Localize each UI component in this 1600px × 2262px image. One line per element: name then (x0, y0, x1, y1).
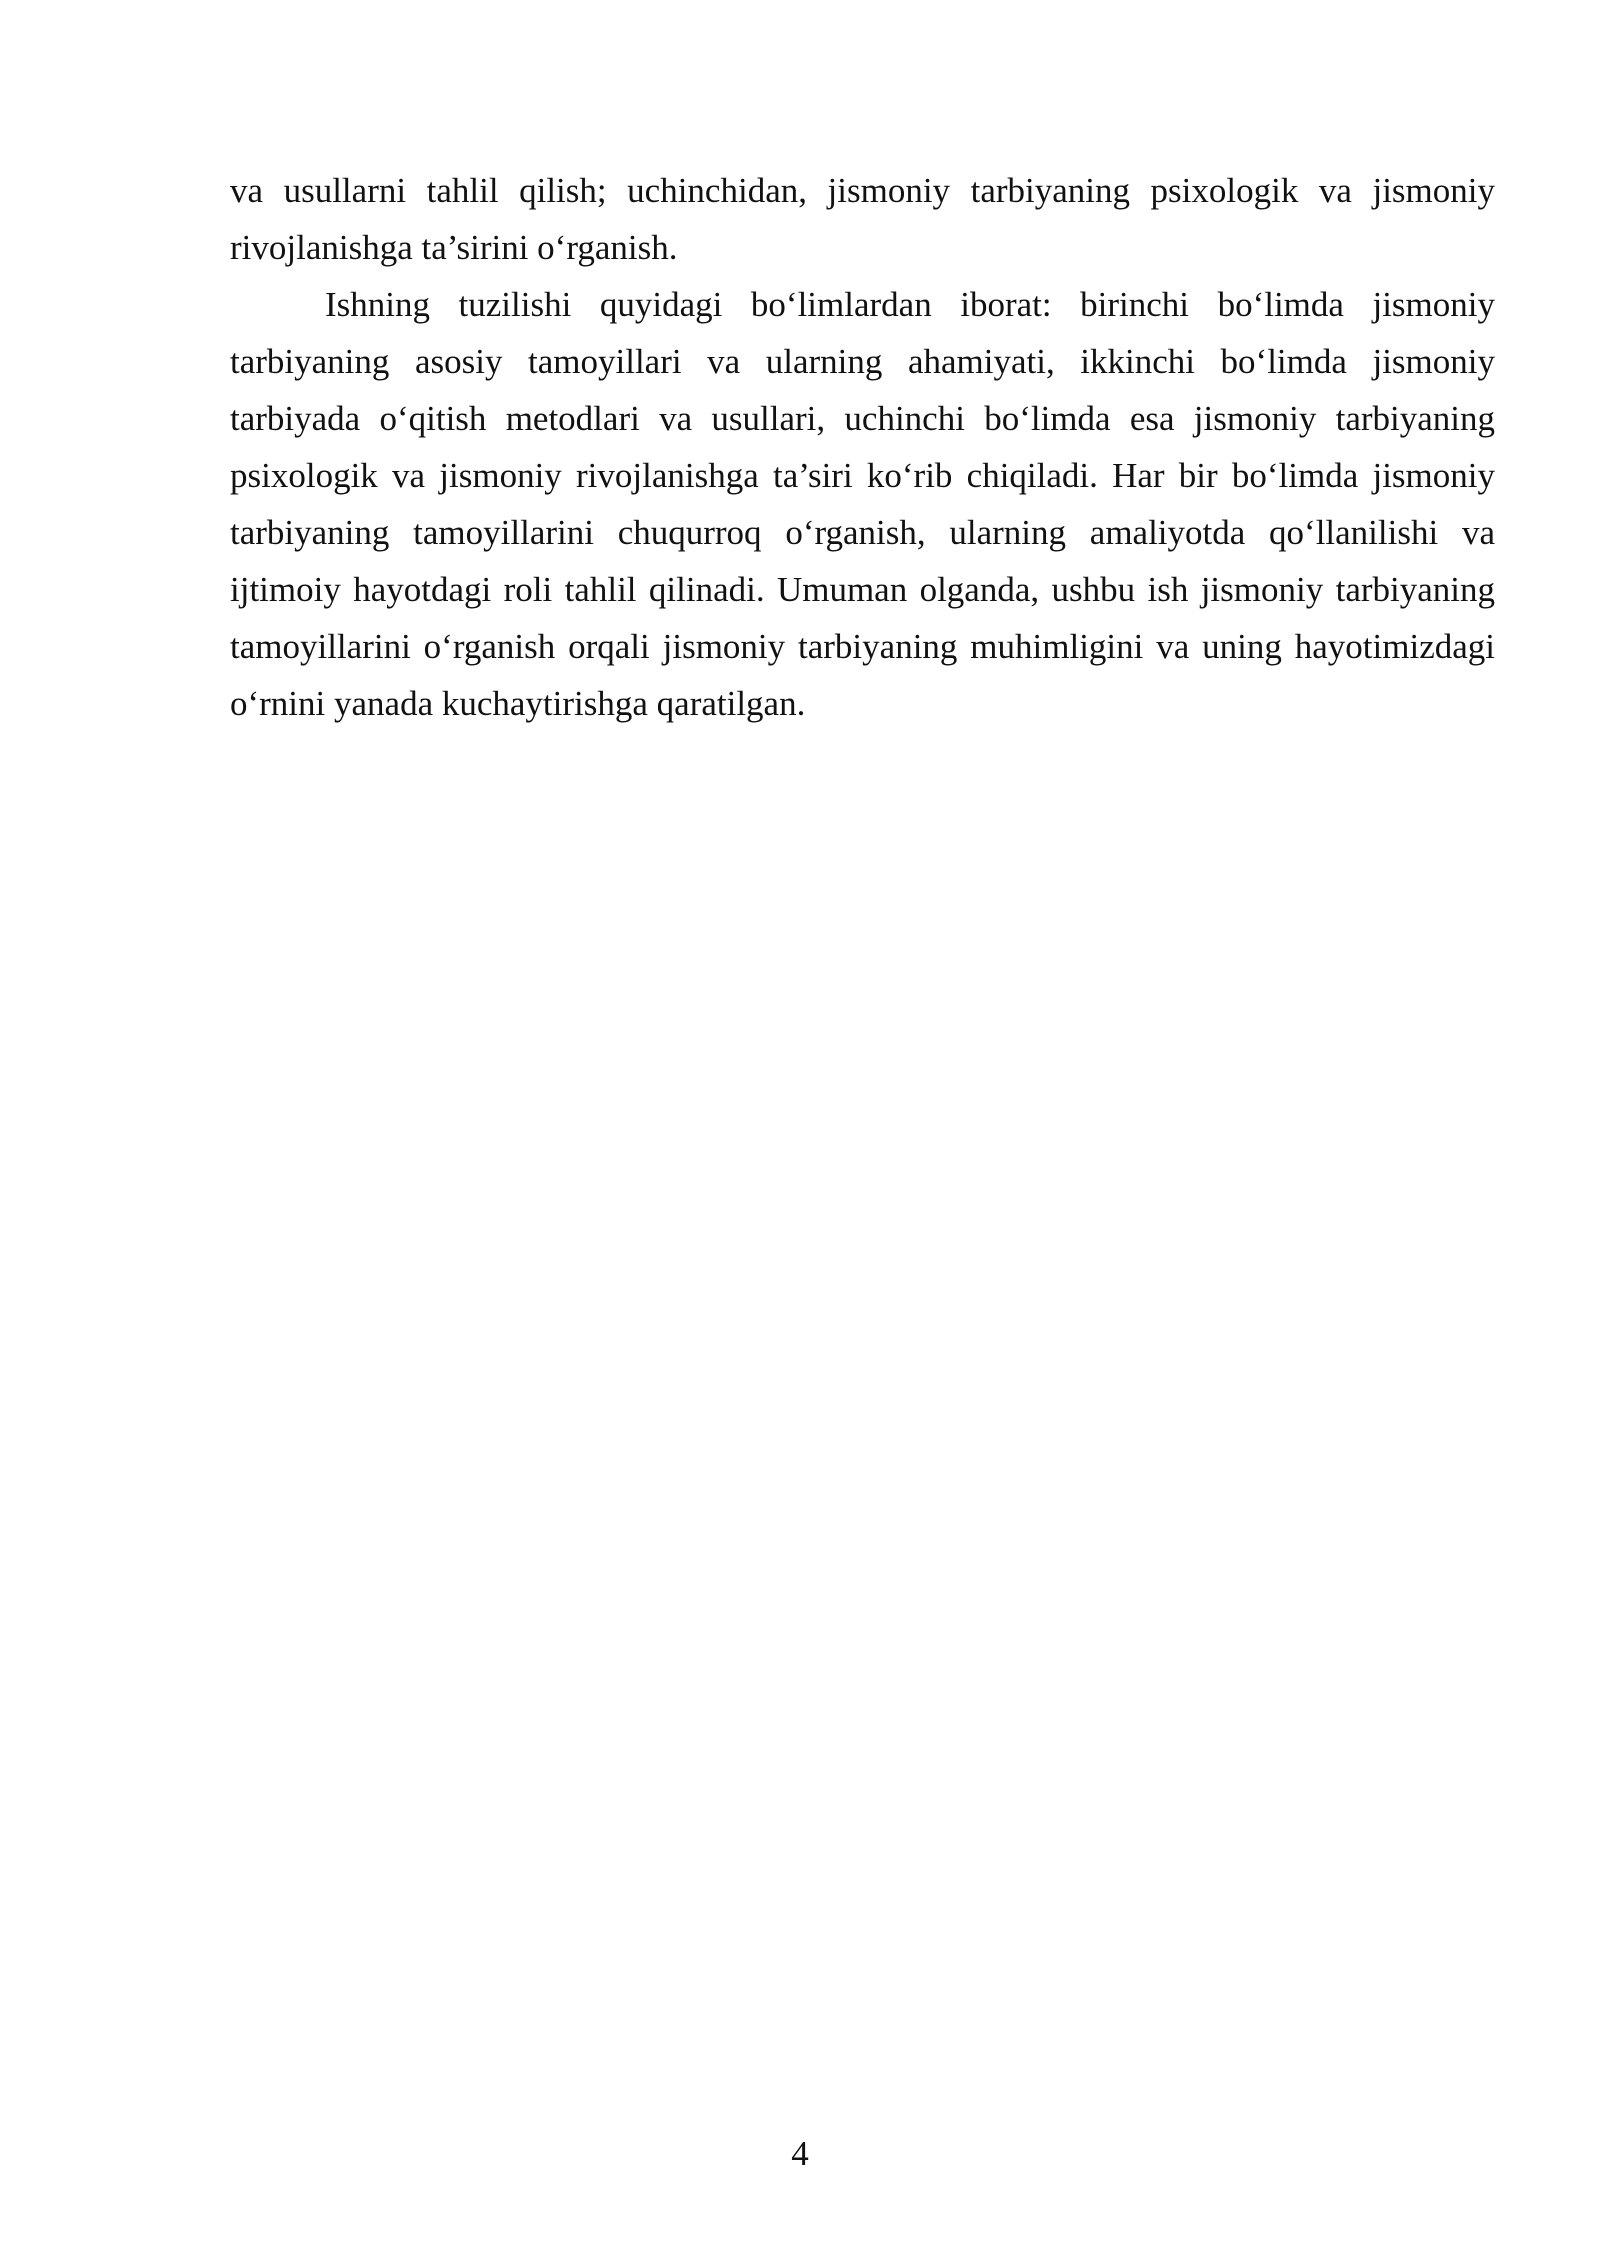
page-number: 4 (791, 2134, 809, 2173)
body-text (230, 162, 1495, 732)
paragraph-structure: Ishning tuzilishi quyidagi bo‘limlardan iborat: birinchi bo‘limda jismoniy tarbiyaning asosiy tamoyillari va ularning ahamiyati, ikkinchi bo‘limda jismoniy tarbiyada o‘qitish metodlari va usullari, uchinchi bo‘limda esa jismoniy tarbiyaning psixologik va jismoniy rivojlanishga ta’siri ko‘rib chiqiladi. Har bir bo‘limda jismoniy tarbiyaning tamoyillarini chuqurroq o‘rganish, ularning amaliyotda qo‘llanilishi va ijtimoiy hayotdagi roli tahlil qilinadi. Umuman olganda, ushbu ish jismoniy tarbiyaning tamoyillarini o‘rganish orqali jismoniy tarbiyaning muhimligini va uning hayotimizdagi o‘rnini yanada kuchaytirishga qaratilgan. (230, 285, 1495, 723)
paragraph-continuation: va usullarni tahlil qilish; uchinchidan, jismoniy tarbiyaning psixologik va jismoniy rivojlanishga ta’sirini o‘rganish. (230, 171, 1495, 267)
